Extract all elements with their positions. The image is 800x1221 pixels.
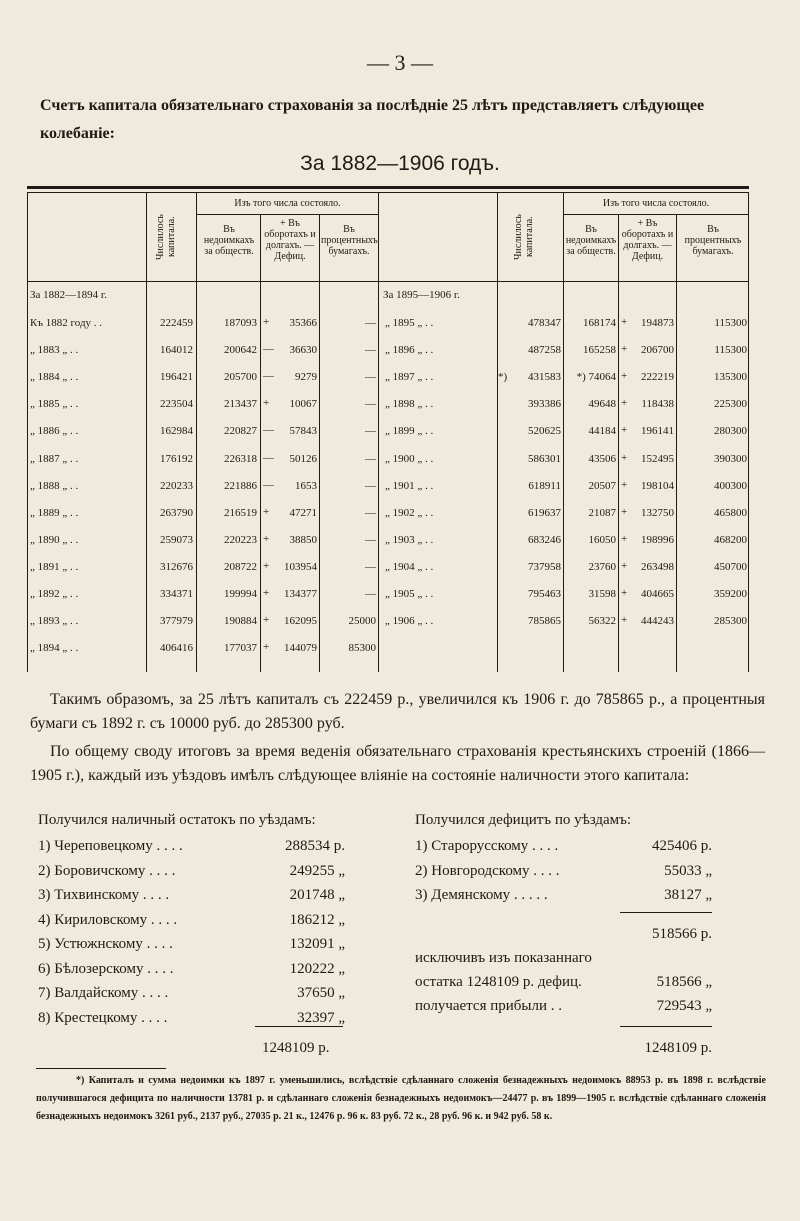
row-mark-right: *) [498,371,508,383]
row-sign-right: + [621,533,628,545]
row-capital-right: 431583 [528,371,561,383]
row-circulation-left: 162095 [284,615,317,627]
row-capital-right: 619637 [528,507,561,519]
row-securities-right: 280300 [714,425,747,437]
row-securities-right: 390300 [714,453,747,465]
row-sign-right: + [621,614,628,626]
summary-paragraph-2: По общему своду итоговъ за время веденія обязательнаго страхованія крестьянскихъ строеній (1866—1905 г.), каждый изъ уѣздовъ имѣлъ слѣдующее вліяніе на состояніе наличности этого капитала: [30,743,765,784]
deficit-total: 1248109 р. [644,1040,712,1056]
row-circulation-right: 206700 [641,344,674,356]
row-sign-left: + [263,316,270,328]
row-capital-right: 487258 [528,344,561,356]
row-arrears-left: 205700 [224,371,257,383]
surplus-title: Получился наличный остатокъ по уѣздамъ: [38,812,316,828]
row-year-right: „ 1901 „ . . [385,480,434,492]
row-sign-left: + [263,614,270,626]
surplus-item-value: 249255 „ [289,862,345,879]
row-year-left: „ 1890 „ . . [30,534,79,546]
surplus-item-label: 5) Устюжнскому . . . . [38,936,173,952]
row-year-left: „ 1892 „ . . [30,588,79,600]
row-circulation-right: 152495 [641,453,674,465]
row-capital-right: 785865 [528,615,561,627]
header-capital-left: Числилось капитала. [155,214,177,260]
row-securities-right: 359200 [714,588,747,600]
row-arrears-left: 199994 [224,588,257,600]
row-sign-right: + [621,397,628,409]
row-year-left: „ 1884 „ . . [30,371,79,383]
row-arrears-left: 177037 [224,642,257,654]
surplus-total: 1248109 р. [262,1040,330,1056]
surplus-item-label: 8) Крестецкому . . . . [38,1009,168,1026]
surplus-item-value: 201748 „ [289,887,345,903]
row-sign-left: + [263,560,270,572]
left-period-label: За 1882—1894 г. [30,289,107,301]
footnote: *) Капиталъ и сумма недоимки къ 1897 г. уменьшились, вслѣдствіе сдѣланнаго сложенія безнадежныхъ недоимокъ 88953 р. въ 1898 г. вслѣдствіе получившагося дефицита по наличности 13781 р. и сдѣланнаго сложенія безнадежныхъ недоимокъ—24477 р. въ 1899—1905 г. вслѣдствіе сдѣланнаго сложенія безнадежныхъ недоимокъ 3261 руб., 2137 руб., 27035 р. 21 к., 12476 р. 96 к. 83 руб. 72 к., 28 руб. 96 к. и 942 руб. 58 к. [36,1075,766,1122]
row-circulation-left: 35366 [289,317,317,329]
row-sign-left: — [263,370,274,382]
summary-paragraph-1: Такимъ образомъ, за 25 лѣтъ капиталъ съ 222459 р., увеличился къ 1906 г. до 785865 р., а процентныя бумаги съ 1892 г. съ 10000 руб. до 285300 руб. [30,691,765,732]
header-securities-left: Въ процентныхъ бумагахъ. [321,224,378,257]
row-securities-left: 85300 [348,642,376,654]
row-sign-right: + [621,343,628,355]
surplus-item-label: 6) Бѣлозерскому . . . . [38,960,174,977]
row-year-left: „ 1886 „ . . [30,425,79,437]
row-arrears-right: 168174 [583,317,616,329]
row-capital-left: 406416 [160,642,193,654]
row-capital-left: 334371 [160,588,193,600]
row-arrears-right: 43506 [588,453,616,465]
row-sign-right: + [621,587,628,599]
header-securities-right: Въ процентныхъ бумагахъ. [684,224,742,257]
row-year-right: „ 1903 „ . . [385,534,434,546]
row-capital-right: 737958 [528,561,561,573]
row-capital-left: 220233 [160,480,193,492]
row-year-right: „ 1896 „ . . [385,344,434,356]
row-year-right: „ 1899 „ . . [385,425,434,437]
surplus-item-label: 1) Череповецкому . . . . [38,838,183,854]
row-arrears-left: 220827 [224,425,257,437]
row-securities-left: — [365,398,376,410]
right-period-label: За 1895—1906 г. [383,289,460,301]
row-capital-left: 162984 [160,425,193,437]
row-arrears-left: 208722 [224,561,257,573]
row-capital-left: 263790 [160,507,193,519]
row-year-right: „ 1895 „ . . [385,317,434,329]
row-circulation-right: 198104 [641,480,674,492]
row-sign-right: + [621,316,628,328]
row-capital-left: 196421 [160,371,193,383]
row-year-left: „ 1883 „ . . [30,344,79,356]
intro-text: Счетъ капитала обязательнаго страхованія за послѣдніе 25 лѣтъ представляетъ слѣдующее колебаніе: [40,97,705,142]
row-sign-right: + [621,560,628,572]
header-arrears-right: Въ недоимкахъ за обществ. [565,224,617,257]
row-arrears-left: 190884 [224,615,257,627]
deficit-title: Получился дефицитъ по уѣздамъ: [415,812,632,828]
row-year-left: „ 1894 „ . . [30,642,79,654]
row-arrears-right: 165258 [583,344,616,356]
row-year-left: „ 1885 „ . . [30,398,79,410]
row-sign-left: + [263,641,270,653]
row-securities-right: 450700 [714,561,747,573]
row-arrears-left: 213437 [224,398,257,410]
row-securities-left: — [365,425,376,437]
row-year-right: „ 1904 „ . . [385,561,434,573]
deficit-note-2-value: 518566 „ [656,974,712,990]
row-capital-left: 259073 [160,534,193,546]
row-circulation-right: 444243 [641,615,674,627]
row-securities-right: 225300 [714,398,747,410]
surplus-item-value: 120222 „ [289,960,345,977]
header-group-left: Изъ того числа состояло. [234,198,341,209]
row-capital-left: 312676 [160,561,193,573]
row-securities-right: 468200 [714,534,747,546]
row-circulation-left: 50126 [289,453,317,465]
row-capital-right: 393386 [528,398,561,410]
row-arrears-left: 187093 [224,317,257,329]
surplus-item-label: 2) Боровичскому . . . . [38,862,176,879]
deficit-subtotal: 518566 р. [652,926,712,942]
row-arrears-right: 44184 [588,425,616,437]
header-capital-right: Числилось капитала. [513,214,535,260]
deficit-item-label: 2) Новгородскому . . . . [415,862,560,879]
row-sign-left: + [263,533,270,545]
row-circulation-right: 263498 [641,561,674,573]
row-arrears-right: 21087 [588,507,616,519]
row-securities-left: — [365,561,376,573]
deficit-note-3-label: получается прибыли . . [415,998,562,1014]
row-capital-left: 164012 [160,344,193,356]
row-circulation-right: 132750 [641,507,674,519]
row-circulation-left: 10067 [289,398,317,410]
surplus-item-value: 288534 р. [285,838,345,854]
row-securities-left: — [365,371,376,383]
row-year-left: „ 1887 „ . . [30,453,79,465]
row-sign-right: + [621,370,628,382]
row-circulation-right: 198996 [641,534,674,546]
row-circulation-left: 47271 [289,507,317,519]
deficit-item-label: 3) Демянскому . . . . . [415,887,548,903]
row-capital-right: 795463 [528,588,561,600]
row-circulation-right: 196141 [641,425,674,437]
row-capital-right: 586301 [528,453,561,465]
row-circulation-right: 404665 [641,588,674,600]
row-year-right: „ 1906 „ . . [385,615,434,627]
row-securities-right: 285300 [714,615,747,627]
page-number: — 3 — [367,50,433,75]
row-year-left: „ 1891 „ . . [30,561,79,573]
row-circulation-left: 134377 [284,588,317,600]
row-securities-left: — [365,480,376,492]
row-securities-right: 135300 [714,371,747,383]
row-year-left: „ 1893 „ . . [30,615,79,627]
row-arrears-right: *) 74064 [576,371,616,383]
deficit-item-value: 425406 р. [652,838,712,854]
table-title: За 1882—1906 годъ. [300,152,500,175]
row-securities-left: — [365,344,376,356]
row-capital-left: 223504 [160,398,193,410]
header-group-right: Изъ того числа состояло. [602,198,710,209]
header-arrears-left: Въ недоимкахъ за обществ. [203,224,255,257]
row-circulation-right: 222219 [641,371,674,383]
surplus-item-value: 37650 „ [297,985,345,1001]
row-year-left: Къ 1882 году . . [30,317,103,329]
row-circulation-right: 194873 [641,317,674,329]
row-sign-right: + [621,506,628,518]
header-circulation-right: + Въ оборотахъ и долгахъ. — Дефиц. [621,218,674,262]
surplus-item-value: 186212 „ [289,911,345,928]
row-circulation-left: 57843 [289,425,317,437]
row-year-right: „ 1897 „ . . [385,371,434,383]
row-securities-left: — [365,453,376,465]
row-securities-left: — [365,534,376,546]
row-capital-right: 478347 [528,317,561,329]
surplus-item-label: 7) Валдайскому . . . . [38,985,169,1001]
row-circulation-right: 118438 [641,398,674,410]
row-capital-right: 683246 [528,534,561,546]
row-arrears-left: 216519 [224,507,257,519]
row-securities-left: 25000 [348,615,376,627]
row-circulation-left: 38850 [289,534,317,546]
row-arrears-left: 220223 [224,534,257,546]
deficit-note-2-label: остатка 1248109 р. дефиц. [415,974,582,990]
row-sign-right: + [621,479,628,491]
row-arrears-right: 16050 [588,534,616,546]
row-circulation-left: 36630 [289,344,317,356]
row-capital-left: 176192 [160,453,193,465]
row-sign-left: + [263,506,270,518]
row-year-right: „ 1905 „ . . [385,588,434,600]
surplus-item-label: 3) Тихвинскому . . . . [38,887,170,903]
surplus-item-value: 132091 „ [289,936,345,952]
row-securities-right: 465800 [714,507,747,519]
row-capital-right: 520625 [528,425,561,437]
row-arrears-right: 56322 [588,615,616,627]
row-year-left: „ 1889 „ . . [30,507,79,519]
row-year-right: „ 1902 „ . . [385,507,434,519]
row-securities-left: — [365,588,376,600]
row-sign-right: + [621,452,628,464]
deficit-item-value: 55033 „ [664,862,712,879]
row-arrears-left: 226318 [224,453,257,465]
row-arrears-right: 31598 [588,588,616,600]
row-securities-right: 400300 [714,480,747,492]
surplus-item-value: 32397 „ [297,1009,345,1026]
row-securities-right: 115300 [714,344,747,356]
row-capital-left: 222459 [160,317,193,329]
row-sign-left: + [263,397,270,409]
row-circulation-left: 144079 [284,642,317,654]
row-sign-left: + [263,587,270,599]
deficit-item-label: 1) Старорусскому . . . . [415,838,559,854]
row-year-right: „ 1900 „ . . [385,453,434,465]
row-sign-left: — [263,479,274,491]
header-circulation-left: + Въ оборотахъ и долгахъ. — Дефиц. [264,218,316,262]
row-arrears-left: 200642 [224,344,257,356]
row-capital-right: 618911 [528,480,561,492]
row-arrears-right: 20507 [588,480,616,492]
surplus-item-label: 4) Кириловскому . . . . [38,911,178,928]
row-arrears-right: 23760 [588,561,616,573]
row-sign-left: — [263,343,274,355]
row-year-left: „ 1888 „ . . [30,480,79,492]
row-securities-left: — [365,507,376,519]
row-sign-right: + [621,424,628,436]
deficit-note-3-value: 729543 „ [656,998,712,1014]
row-securities-right: 115300 [714,317,747,329]
row-year-right: „ 1898 „ . . [385,398,434,410]
row-securities-left: — [365,317,376,329]
row-capital-left: 377979 [160,615,193,627]
capital-table [27,186,749,672]
row-circulation-left: 103954 [284,561,317,573]
row-circulation-left: 1653 [295,480,317,492]
row-arrears-left: 221886 [224,480,257,492]
deficit-item-value: 38127 „ [664,887,712,903]
row-circulation-left: 9279 [295,371,317,383]
row-sign-left: — [263,452,274,464]
deficit-note-1: исключивъ изъ показаннаго [415,950,592,966]
row-sign-left: — [263,424,274,436]
row-arrears-right: 49648 [588,398,616,410]
